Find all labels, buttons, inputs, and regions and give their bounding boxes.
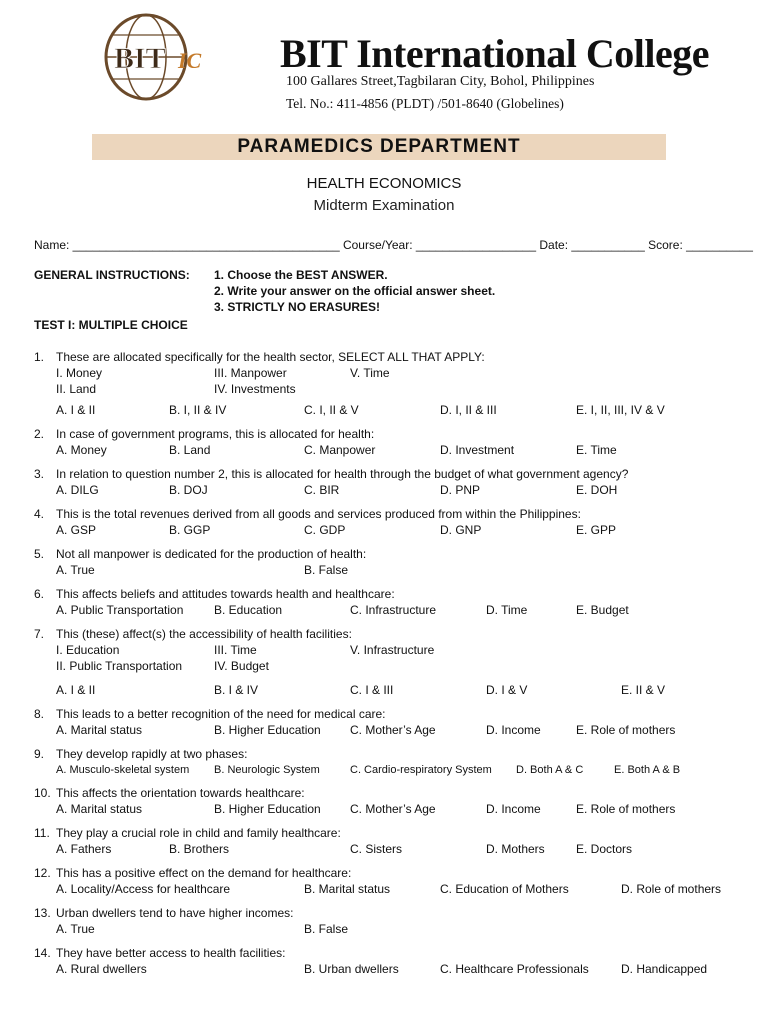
answer-choice: A. I & II xyxy=(56,403,96,417)
answer-choice: A. Money xyxy=(56,443,107,457)
question-number: 6. xyxy=(34,587,45,601)
answer-choice: A. True xyxy=(56,563,95,577)
test-title: TEST I: MULTIPLE CHOICE xyxy=(34,318,188,332)
question-text: This affects beliefs and attitudes towards health and healthcare: xyxy=(56,587,395,601)
instructions-label: GENERAL INSTRUCTIONS: xyxy=(34,268,190,282)
instruction-item: 3. STRICTLY NO ERASURES! xyxy=(214,300,381,314)
question xyxy=(0,747,768,781)
question xyxy=(0,427,768,461)
answer-choice: B. Higher Education xyxy=(214,802,321,816)
answer-choice: D. Both A & C xyxy=(516,764,584,776)
logo-suffix: IC xyxy=(178,48,202,73)
answer-choice: B. Education xyxy=(214,603,283,617)
question xyxy=(0,786,768,820)
answer-choice: A. DILG xyxy=(56,483,99,497)
question-text: In relation to question number 2, this is allocated for health through the budget of what government agency? xyxy=(56,467,629,481)
logo-text: BIT xyxy=(114,42,166,75)
question-number: 3. xyxy=(34,467,45,481)
answer-choice: C. I & III xyxy=(350,683,394,697)
answer-choice: E. Doctors xyxy=(576,842,633,856)
answer-choice: B. GGP xyxy=(169,523,211,537)
question-text: This affects the orientation towards healthcare: xyxy=(56,786,305,800)
answer-choice: A. GSP xyxy=(56,523,97,537)
question xyxy=(0,906,768,940)
answer-choice: A. Public Transportation xyxy=(56,603,184,617)
answer-choice: C. Healthcare Professionals xyxy=(440,962,589,976)
question xyxy=(0,467,768,501)
answer-choice: C. Mother’s Age xyxy=(350,802,436,816)
answer-choice: B. I & IV xyxy=(214,683,259,697)
answer-choice: A. Marital status xyxy=(56,723,143,737)
question-text: This has a positive effect on the demand for healthcare: xyxy=(56,866,352,880)
answer-choice: A. Musculo-skeletal system xyxy=(56,764,190,776)
question xyxy=(0,547,768,581)
answer-choice: B. DOJ xyxy=(169,483,208,497)
answer-choice: E. Budget xyxy=(576,603,629,617)
answer-choice: D. I & V xyxy=(486,683,528,697)
roman-item: V. Time xyxy=(350,366,390,380)
question-number: 7. xyxy=(34,627,45,641)
question xyxy=(0,946,768,980)
answer-choice: D. Income xyxy=(486,723,541,737)
question-text: They play a crucial role in child and family healthcare: xyxy=(56,826,341,840)
question xyxy=(0,587,768,621)
answer-choice: D. Mothers xyxy=(486,842,545,856)
answer-choice: C. Mother’s Age xyxy=(350,723,436,737)
answer-choice: E. Role of mothers xyxy=(576,802,676,816)
answer-choice: E. DOH xyxy=(576,483,618,497)
question xyxy=(0,866,768,900)
answer-choice: B. Marital status xyxy=(304,882,391,896)
roman-item: III. Time xyxy=(214,643,257,657)
question-text: These are allocated specifically for the health sector, SELECT ALL THAT APPLY: xyxy=(56,350,485,364)
answer-choice: A. True xyxy=(56,922,95,936)
question xyxy=(0,627,768,699)
answer-choice: D. Handicapped xyxy=(621,962,708,976)
answer-choice: C. Cardio-respiratory System xyxy=(350,764,492,776)
roman-item: V. Infrastructure xyxy=(350,643,435,657)
question-number: 4. xyxy=(34,507,45,521)
answer-choice: D. GNP xyxy=(440,523,482,537)
question-number: 14. xyxy=(34,946,51,960)
answer-choice: E. GPP xyxy=(576,523,617,537)
answer-choice: B. Higher Education xyxy=(214,723,321,737)
question-number: 11. xyxy=(34,826,50,840)
roman-item: I. Education xyxy=(56,643,120,657)
answer-choice: B. I, II & IV xyxy=(169,403,227,417)
answer-choice: D. Time xyxy=(486,603,528,617)
question-number: 1. xyxy=(34,350,45,364)
roman-item: III. Manpower xyxy=(214,366,287,380)
instruction-item: 2. Write your answer on the official answer sheet. xyxy=(214,284,496,298)
exam-type: Midterm Examination xyxy=(313,197,455,214)
question-number: 5. xyxy=(34,547,45,561)
answer-choice: B. Land xyxy=(169,443,211,457)
answer-choice: C. Sisters xyxy=(350,842,403,856)
answer-choice: D. I, II & III xyxy=(440,403,497,417)
question-text: They develop rapidly at two phases: xyxy=(56,747,248,761)
question-number: 2. xyxy=(34,427,45,441)
answer-choice: A. Rural dwellers xyxy=(56,962,147,976)
answer-choice: A. I & II xyxy=(56,683,96,697)
question-text: This (these) affect(s) the accessibility of health facilities: xyxy=(56,627,352,641)
answer-choice: E. Time xyxy=(576,443,617,457)
answer-choice: B. False xyxy=(304,922,349,936)
instructions-list xyxy=(214,268,495,316)
question xyxy=(0,350,768,420)
answer-choice: C. Infrastructure xyxy=(350,603,437,617)
student-info-line: Name: ________________________________________ Course/Year: __________________ Date: ___________ Score: __________ xyxy=(34,238,753,252)
question-number: 12. xyxy=(34,866,51,880)
letterhead xyxy=(100,10,710,120)
answer-choice: C. GDP xyxy=(304,523,346,537)
roman-item: I. Money xyxy=(56,366,103,380)
roman-item: IV. Investments xyxy=(214,382,296,396)
answer-choice: C. I, II & V xyxy=(304,403,359,417)
answer-choice: B. Neurologic System xyxy=(214,764,320,776)
question-text: They have better access to health facilities: xyxy=(56,946,286,960)
question-number: 10. xyxy=(34,786,51,800)
answer-choice: A. Marital status xyxy=(56,802,143,816)
question xyxy=(0,507,768,541)
subject-title: HEALTH ECONOMICS xyxy=(306,175,462,192)
answer-choice: D. Role of mothers xyxy=(621,882,722,896)
question-number: 8. xyxy=(34,707,45,721)
question-text: In case of government programs, this is allocated for health: xyxy=(56,427,375,441)
answer-choice: B. Brothers xyxy=(169,842,230,856)
answer-choice: D. PNP xyxy=(440,483,481,497)
answer-choice: C. Manpower xyxy=(304,443,376,457)
roman-item: IV. Budget xyxy=(214,659,269,673)
question-text: This is the total revenues derived from all goods and services produced from within the Philippines: xyxy=(56,507,581,521)
answer-choice: D. Income xyxy=(486,802,541,816)
question xyxy=(0,707,768,741)
college-address: 100 Gallares Street,Tagbilaran City, Bohol, Philippines xyxy=(286,74,595,89)
question-text: Not all manpower is dedicated for the production of health: xyxy=(56,547,367,561)
question-number: 13. xyxy=(34,906,51,920)
college-logo xyxy=(100,10,210,104)
answer-choice: D. Investment xyxy=(440,443,515,457)
answer-choice: A. Fathers xyxy=(56,842,112,856)
question-text: Urban dwellers tend to have higher incomes: xyxy=(56,906,294,920)
answer-choice: C. Education of Mothers xyxy=(440,882,569,896)
answer-choice: E. II & V xyxy=(621,683,666,697)
roman-item: II. Land xyxy=(56,382,97,396)
answer-choice: B. False xyxy=(304,563,349,577)
question-number: 9. xyxy=(34,747,45,761)
answer-choice: E. Both A & B xyxy=(614,764,681,776)
college-name: BIT International College xyxy=(280,31,710,76)
college-telephone: Tel. No.: 411-4856 (PLDT) /501-8640 (Globelines) xyxy=(286,96,564,111)
instruction-item: 1. Choose the BEST ANSWER. xyxy=(214,268,388,282)
department-banner: PARAMEDICS DEPARTMENT xyxy=(92,134,666,160)
answer-choice: B. Urban dwellers xyxy=(304,962,399,976)
answer-choice: E. I, II, III, IV & V xyxy=(576,403,665,417)
answer-choice: A. Locality/Access for healthcare xyxy=(56,882,231,896)
answer-choice: E. Role of mothers xyxy=(576,723,676,737)
question-text: This leads to a better recognition of the need for medical care: xyxy=(56,707,386,721)
answer-choice: C. BIR xyxy=(304,483,340,497)
roman-item: II. Public Transportation xyxy=(56,659,183,673)
question xyxy=(0,826,768,860)
